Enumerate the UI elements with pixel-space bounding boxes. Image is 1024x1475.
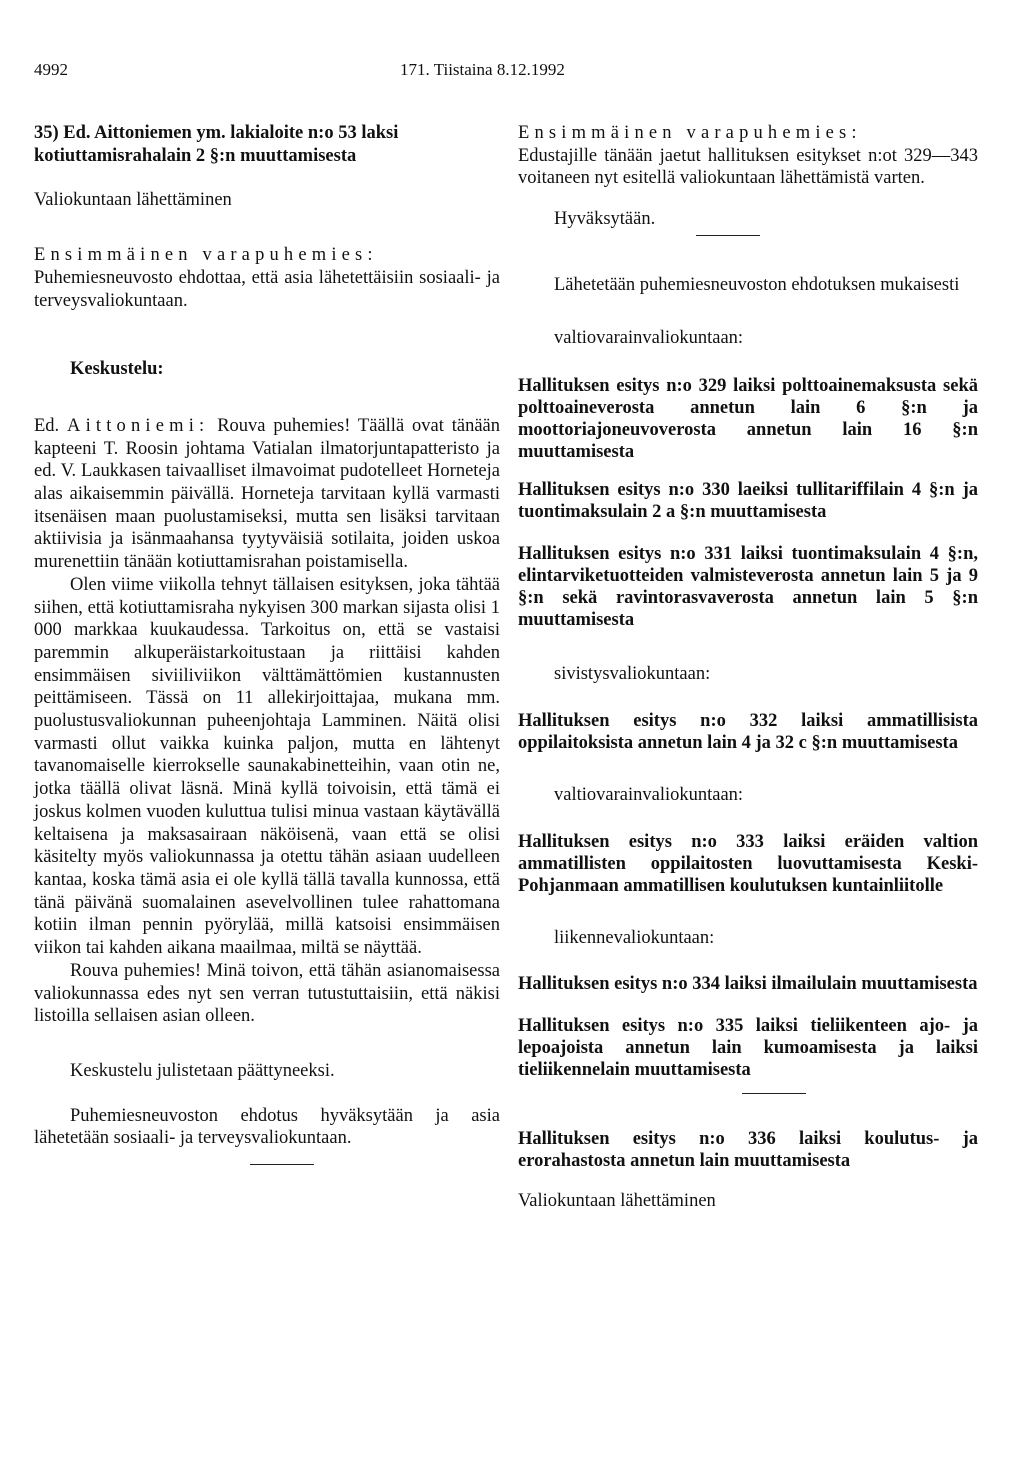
decision-text: Puhemiesneuvoston ehdotus hyväksytään ja asia lähetetään sosiaali- ja terveysvaliokuntaan. [34,1105,500,1149]
speech-paragraph-1 [34,415,500,574]
speech-text-1: Rouva puhemies! Täällä ovat tänään kapteeni T. Roosin johtama Vatialan ilmatorjuntapatteristo ja ed. V. Laukkasen taivaalliset ilmavoimat pudotelleet Horneteja alas aikaisemmin päivällä. Horneteja tarvitaan kyllä varmasti itsenäisen maan puolustamiseksi, mutta sen lisäksi tarvitaan aktiivisia ja isänmaahansa tyytyväisiä sotilaita, joiden uskoa murenettiin tänään kotiuttamisrahan poistamisella. [34,415,500,573]
speech-paragraph-3: Rouva puhemies! Minä toivon, että tähän asianomaisessa valiokunnassa edes nyt sen verran tutustuttaisiin, että näkisi listoilla sellaisen asian olleen. [34,960,500,1027]
referral-heading: Valiokuntaan lähettäminen [34,190,232,211]
bill-336: Hallituksen esitys n:o 336 laiksi koulutus- ja erorahastosta annetun lain muuttamisesta [518,1129,978,1172]
approved-text: Hyväksytään. [554,209,656,230]
referral-heading-2: Valiokuntaan lähettäminen [518,1191,716,1212]
speaker-label: Ensimmäinen varapuhemies: [34,245,378,266]
bill-330: Hallituksen esitys n:o 330 laeiksi tullitariffilain 4 §:n ja tuontimaksulain 2 a §:n muuttamisesta [518,480,978,523]
left-column [34,122,500,1165]
session-date: 171. Tiistaina 8.12.1992 [400,60,565,79]
committee-label: sivistysvaliokuntaan: [554,664,711,685]
referral-intro: Lähetetään puhemiesneuvoston ehdotuksen mukaisesti [554,274,960,295]
bill-331: Hallituksen esitys n:o 331 laiksi tuontimaksulain 4 §:n, elintarviketuotteiden valmisteverosta annetun lain 5 ja 9 §:n sekä ravintorasvaverosta annetun lain 5 §:n muuttamisesta [518,544,978,631]
speech-prefix: Ed. [34,415,68,436]
speaker-statement: Puhemiesneuvosto ehdottaa, että asia lähetettäisiin sosiaali- ja terveysvaliokuntaan. [34,267,500,311]
speech-speaker: Aittoniemi: [67,415,210,436]
speaker-label-2: Ensimmäinen varapuhemies: [518,123,862,143]
bill-335: Hallituksen esitys n:o 335 laiksi tieliikenteen ajo- ja lepoajoista annetun lain kumoamisesta ja laiksi tieliikennelain muuttamisesta [518,1016,978,1081]
speech-paragraph-2: Olen viime viikolla tehnyt tällaisen esityksen, joka tähtää siihen, että kotiuttamisraha nykyisen 300 markan sijasta olisi 1 000 markkaa kuukaudessa. Tarkoitus on, että se vastaisi paremmin alkuperäistarkoitustaan ja riittäisi kahden ensimmäisen siviiliviikon välttämättömien kustannusten peittämiseen. Tässä on 11 allekirjoittajaa, mukana mm. puolustusvaliokunnan puheenjohtaja Lamminen. Näitä olisi varmasti ollut vaikka kuinka paljon, mutta en lähtenyt tavanomaiselle kierrokselle saunakabinetteihin, vaan otin ne, jotka täällä olivat läsnä. Minä kyllä toivoisin, että tämä ei joskus kolmen vuoden kuluttua tulisi minua vastaan käytävällä keltaisena ja maksasairaan näköisenä, vaan että se olisi käsitelty myös valiokunnassa ja otettu tähän asiaan uudelleen kantaa, koska tämä asia ei ole kyllä tällä tavalla kunnossa, että tänä päivänä suomalainen asevelvollinen tulee rahattomana kotiin ilman pennin pyörylää, millä katsoisi ensimmäisen viikon tai kahden aikana maailmaa, miltä se näyttää. [34,574,500,959]
page-header [0,60,1024,90]
item-title: 35) Ed. Aittoniemen ym. lakialoite n:o 53 laksi kotiuttamisrahalain 2 §:n muuttamisesta [34,123,399,166]
committee-label: liikennevaliokuntaan: [554,927,715,948]
discussion-heading: Keskustelu: [70,359,164,380]
bill-332: Hallituksen esitys n:o 332 laiksi ammatillisista oppilaitoksista annetun lain 4 ja 32 c §:n muuttamisesta [518,710,978,753]
speaker-statement-2: Edustajille tänään jaetut hallituksen esitykset n:ot 329—343 voitaneen nyt esitellä valiokuntaan lähettämistä varten. [518,145,978,189]
section-divider [250,1164,314,1165]
section-divider [742,1093,806,1094]
committee-label: valtiovarainvaliokuntaan: [554,327,744,348]
page-number: 4992 [34,60,68,79]
bill-334: Hallituksen esitys n:o 334 laiksi ilmailulain muuttamisesta [518,974,978,995]
bill-333: Hallituksen esitys n:o 333 laiksi eräiden valtion ammatillisten oppilaitosten luovuttamisesta Keski-Pohjanmaan ammatillisen koulutuksen kuntainliitolle [518,831,978,896]
committee-label: valtiovarainvaliokuntaan: [554,784,744,805]
discussion-closed: Keskustelu julistetaan päättyneeksi. [70,1060,335,1081]
right-column [518,122,978,1213]
bill-329: Hallituksen esitys n:o 329 laiksi polttoainemaksusta sekä polttoaineverosta annetun lain 6 §:n ja moottoriajoneuvoverosta annetun lain 16 §:n muuttamisesta [518,376,978,463]
section-divider [696,235,760,236]
